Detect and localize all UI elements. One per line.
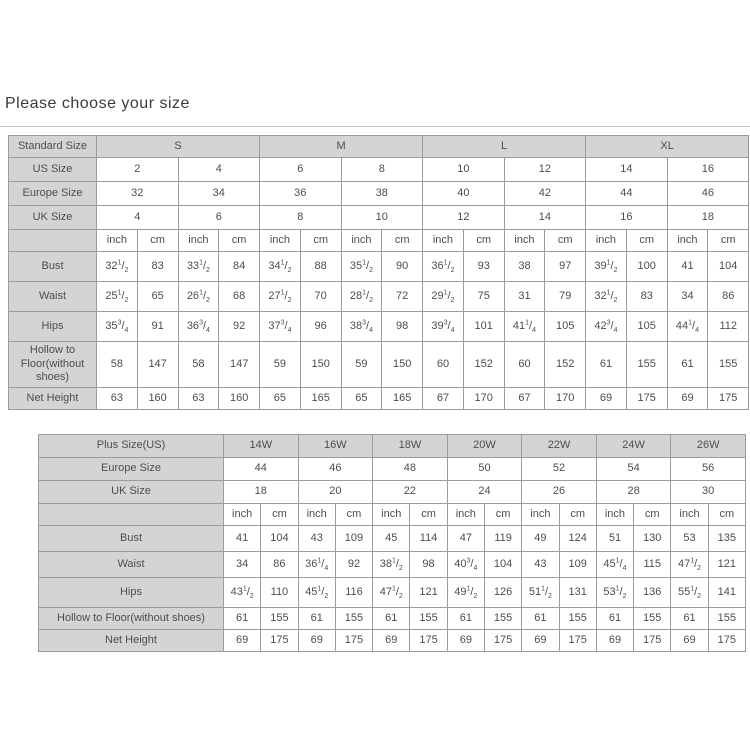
unit-inch-cell: inch: [586, 230, 627, 252]
measurement-value-cell: 47: [447, 526, 484, 552]
conversion-value-cell: 4: [178, 158, 260, 182]
measurement-value-cell: 175: [708, 630, 745, 652]
measurement-value-cell: 58: [178, 342, 219, 388]
conversion-value-cell: 12: [423, 206, 505, 230]
measurement-value-cell: 61: [522, 608, 559, 630]
fraction-value-cell: $42^3/_4$: [586, 312, 627, 342]
measurement-value-cell: 98: [410, 552, 447, 578]
unit-cm-cell: cm: [137, 230, 178, 252]
measurement-value-cell: 97: [545, 252, 586, 282]
row-label-cell: Net Height: [9, 388, 97, 410]
measurement-value-cell: 110: [261, 578, 298, 608]
fraction-value-cell: $28^1/_2$: [341, 282, 382, 312]
conversion-value-cell: 20: [298, 481, 373, 504]
measurement-value-cell: 155: [708, 608, 745, 630]
conversion-value-cell: 6: [178, 206, 260, 230]
unit-cm-cell: cm: [708, 504, 745, 526]
unit-inch-cell: inch: [224, 504, 261, 526]
conversion-value-cell: 36: [260, 182, 342, 206]
conversion-value-cell: 54: [596, 458, 671, 481]
fraction-value-cell: $40^3/_4$: [447, 552, 484, 578]
measurement-value-cell: 65: [260, 388, 301, 410]
unit-inch-cell: inch: [667, 230, 708, 252]
measurement-row: [39, 552, 746, 578]
measurement-value-cell: 63: [97, 388, 138, 410]
fraction-value-cell: $39^1/_2$: [586, 252, 627, 282]
measurement-value-cell: 155: [261, 608, 298, 630]
measurement-value-cell: 61: [667, 342, 708, 388]
measurement-value-cell: 147: [137, 342, 178, 388]
measurement-row: [39, 630, 746, 652]
measurement-value-cell: 58: [97, 342, 138, 388]
unit-inch-cell: inch: [97, 230, 138, 252]
measurement-row: [9, 312, 749, 342]
measurement-value-cell: 175: [626, 388, 667, 410]
conversion-value-cell: 40: [423, 182, 505, 206]
measurement-value-cell: 63: [178, 388, 219, 410]
conversion-value-cell: 8: [260, 206, 342, 230]
conversion-value-cell: 30: [671, 481, 746, 504]
measurement-value-cell: 165: [300, 388, 341, 410]
unit-cm-cell: cm: [335, 504, 372, 526]
measurement-value-cell: 155: [410, 608, 447, 630]
conversion-row: [39, 458, 746, 481]
fraction-value-cell: $36^1/_2$: [423, 252, 464, 282]
measurement-value-cell: 65: [341, 388, 382, 410]
measurement-value-cell: 69: [586, 388, 627, 410]
row-label-cell: Plus Size(US): [39, 435, 224, 458]
fraction-value-cell: $32^1/_2$: [586, 282, 627, 312]
measurement-value-cell: 61: [224, 608, 261, 630]
measurement-value-cell: 53: [671, 526, 708, 552]
fraction-value-cell: $34^1/_2$: [260, 252, 301, 282]
measurement-value-cell: 61: [586, 342, 627, 388]
measurement-value-cell: 83: [137, 252, 178, 282]
size-group-cell: 24W: [596, 435, 671, 458]
conversion-value-cell: 34: [178, 182, 260, 206]
measurement-value-cell: 115: [634, 552, 671, 578]
conversion-value-cell: 18: [667, 206, 749, 230]
size-group-cell: S: [97, 136, 260, 158]
measurement-value-cell: 69: [522, 630, 559, 652]
measurement-value-cell: 61: [671, 608, 708, 630]
measurement-value-cell: 101: [463, 312, 504, 342]
fraction-value-cell: $36^3/_4$: [178, 312, 219, 342]
measurement-value-cell: 124: [559, 526, 596, 552]
measurement-value-cell: 88: [300, 252, 341, 282]
measurement-value-cell: 155: [484, 608, 521, 630]
conversion-row: [9, 158, 749, 182]
measurement-value-cell: 70: [300, 282, 341, 312]
row-label-cell: Hollow to Floor(without shoes): [9, 342, 97, 388]
measurement-value-cell: 49: [522, 526, 559, 552]
measurement-value-cell: 165: [382, 388, 423, 410]
fraction-value-cell: $44^1/_4$: [667, 312, 708, 342]
conversion-value-cell: 16: [667, 158, 749, 182]
size-group-cell: 14W: [224, 435, 299, 458]
measurement-value-cell: 116: [335, 578, 372, 608]
fraction-value-cell: $49^1/_2$: [447, 578, 484, 608]
measurement-value-cell: 51: [596, 526, 633, 552]
conversion-row: [9, 206, 749, 230]
measurement-value-cell: 155: [634, 608, 671, 630]
fraction-value-cell: $38^1/_2$: [373, 552, 410, 578]
fraction-value-cell: $53^1/_2$: [596, 578, 633, 608]
size-group-cell: 22W: [522, 435, 597, 458]
measurement-value-cell: 155: [335, 608, 372, 630]
unit-cm-cell: cm: [219, 230, 260, 252]
size-group-cell: L: [423, 136, 586, 158]
size-group-cell: 16W: [298, 435, 373, 458]
measurement-value-cell: 121: [410, 578, 447, 608]
measurement-value-cell: 175: [410, 630, 447, 652]
row-label-cell: Standard Size: [9, 136, 97, 158]
measurement-value-cell: 160: [137, 388, 178, 410]
measurement-value-cell: 69: [447, 630, 484, 652]
row-label-cell: Hips: [39, 578, 224, 608]
measurement-value-cell: 109: [559, 552, 596, 578]
row-label-cell: Net Height: [39, 630, 224, 652]
row-label-cell: Hips: [9, 312, 97, 342]
size-group-cell: M: [260, 136, 423, 158]
measurement-row: [39, 578, 746, 608]
measurement-value-cell: 175: [708, 388, 749, 410]
measurement-value-cell: 67: [504, 388, 545, 410]
title-divider: [0, 126, 750, 127]
plus-size-table: [38, 434, 746, 652]
conversion-value-cell: 28: [596, 481, 671, 504]
conversion-value-cell: 50: [447, 458, 522, 481]
measurement-value-cell: 160: [219, 388, 260, 410]
fraction-value-cell: $32^1/_2$: [97, 252, 138, 282]
measurement-value-cell: 155: [626, 342, 667, 388]
conversion-value-cell: 18: [224, 481, 299, 504]
measurement-value-cell: 104: [708, 252, 749, 282]
conversion-value-cell: 42: [504, 182, 586, 206]
measurement-value-cell: 150: [382, 342, 423, 388]
measurement-value-cell: 130: [634, 526, 671, 552]
row-label-cell: US Size: [9, 158, 97, 182]
size-group-row: [9, 136, 749, 158]
measurement-value-cell: 86: [708, 282, 749, 312]
conversion-value-cell: 2: [97, 158, 179, 182]
measurement-value-cell: 96: [300, 312, 341, 342]
measurement-value-cell: 175: [559, 630, 596, 652]
measurement-value-cell: 65: [137, 282, 178, 312]
row-label-cell: Europe Size: [39, 458, 224, 481]
unit-cm-cell: cm: [261, 504, 298, 526]
measurement-value-cell: 121: [708, 552, 745, 578]
conversion-row: [39, 481, 746, 504]
measurement-value-cell: 136: [634, 578, 671, 608]
unit-cm-cell: cm: [626, 230, 667, 252]
measurement-value-cell: 112: [708, 312, 749, 342]
conversion-value-cell: 52: [522, 458, 597, 481]
fraction-value-cell: $45^1/_2$: [298, 578, 335, 608]
measurement-value-cell: 175: [484, 630, 521, 652]
measurement-value-cell: 69: [671, 630, 708, 652]
fraction-value-cell: $27^1/_2$: [260, 282, 301, 312]
row-label-cell: Hollow to Floor(without shoes): [39, 608, 224, 630]
fraction-value-cell: $47^1/_2$: [671, 552, 708, 578]
fraction-value-cell: $51^1/_2$: [522, 578, 559, 608]
measurement-value-cell: 67: [423, 388, 464, 410]
row-label-cell: Europe Size: [9, 182, 97, 206]
measurement-value-cell: 69: [373, 630, 410, 652]
measurement-value-cell: 175: [634, 630, 671, 652]
row-label-cell: Waist: [39, 552, 224, 578]
measurement-value-cell: 100: [626, 252, 667, 282]
measurement-value-cell: 175: [261, 630, 298, 652]
conversion-value-cell: 24: [447, 481, 522, 504]
measurement-value-cell: 135: [708, 526, 745, 552]
unit-inch-cell: inch: [423, 230, 464, 252]
conversion-value-cell: 6: [260, 158, 342, 182]
measurement-value-cell: 68: [219, 282, 260, 312]
conversion-value-cell: 10: [423, 158, 505, 182]
fraction-value-cell: $36^1/_4$: [298, 552, 335, 578]
unit-row: [9, 230, 749, 252]
measurement-value-cell: 86: [261, 552, 298, 578]
conversion-value-cell: 12: [504, 158, 586, 182]
size-group-cell: 20W: [447, 435, 522, 458]
conversion-value-cell: 46: [667, 182, 749, 206]
measurement-value-cell: 60: [423, 342, 464, 388]
row-label-cell: UK Size: [9, 206, 97, 230]
size-group-cell: 18W: [373, 435, 448, 458]
measurement-value-cell: 104: [484, 552, 521, 578]
measurement-value-cell: 98: [382, 312, 423, 342]
measurement-value-cell: 34: [224, 552, 261, 578]
measurement-value-cell: 61: [447, 608, 484, 630]
unit-cm-cell: cm: [300, 230, 341, 252]
measurement-value-cell: 75: [463, 282, 504, 312]
size-group-cell: XL: [586, 136, 749, 158]
unit-inch-cell: inch: [341, 230, 382, 252]
measurement-value-cell: 61: [373, 608, 410, 630]
measurement-value-cell: 147: [219, 342, 260, 388]
measurement-value-cell: 38: [504, 252, 545, 282]
measurement-row: [9, 342, 749, 388]
measurement-value-cell: 83: [626, 282, 667, 312]
conversion-value-cell: 14: [504, 206, 586, 230]
unit-inch-cell: inch: [260, 230, 301, 252]
unit-cm-cell: cm: [410, 504, 447, 526]
measurement-value-cell: 90: [382, 252, 423, 282]
standard-size-table: [8, 135, 749, 410]
unit-inch-cell: inch: [298, 504, 335, 526]
measurement-value-cell: 109: [335, 526, 372, 552]
unit-inch-cell: inch: [522, 504, 559, 526]
measurement-value-cell: 72: [382, 282, 423, 312]
conversion-value-cell: 46: [298, 458, 373, 481]
measurement-value-cell: 170: [545, 388, 586, 410]
measurement-value-cell: 69: [667, 388, 708, 410]
unit-inch-cell: inch: [671, 504, 708, 526]
measurement-value-cell: 119: [484, 526, 521, 552]
measurement-value-cell: 104: [261, 526, 298, 552]
unit-inch-cell: inch: [178, 230, 219, 252]
measurement-row: [39, 608, 746, 630]
fraction-value-cell: $39^3/_4$: [423, 312, 464, 342]
measurement-value-cell: 69: [224, 630, 261, 652]
conversion-row: [9, 182, 749, 206]
unit-cm-cell: cm: [382, 230, 423, 252]
measurement-value-cell: 150: [300, 342, 341, 388]
fraction-value-cell: $38^3/_4$: [341, 312, 382, 342]
measurement-value-cell: 43: [522, 552, 559, 578]
page-title: Please choose your size: [5, 95, 190, 112]
measurement-row: [9, 282, 749, 312]
unit-inch-cell: inch: [596, 504, 633, 526]
conversion-value-cell: 16: [586, 206, 668, 230]
measurement-value-cell: 114: [410, 526, 447, 552]
measurement-value-cell: 105: [545, 312, 586, 342]
measurement-value-cell: 31: [504, 282, 545, 312]
measurement-value-cell: 61: [298, 608, 335, 630]
measurement-value-cell: 152: [545, 342, 586, 388]
measurement-value-cell: 69: [298, 630, 335, 652]
measurement-value-cell: 41: [224, 526, 261, 552]
conversion-value-cell: 56: [671, 458, 746, 481]
measurement-value-cell: 92: [335, 552, 372, 578]
conversion-value-cell: 14: [586, 158, 668, 182]
measurement-value-cell: 91: [137, 312, 178, 342]
size-group-row: [39, 435, 746, 458]
conversion-value-cell: 22: [373, 481, 448, 504]
conversion-value-cell: 8: [341, 158, 423, 182]
fraction-value-cell: $33^1/_2$: [178, 252, 219, 282]
fraction-value-cell: $37^3/_4$: [260, 312, 301, 342]
row-label-cell: Waist: [9, 282, 97, 312]
fraction-value-cell: $41^1/_4$: [504, 312, 545, 342]
conversion-value-cell: 44: [586, 182, 668, 206]
measurement-value-cell: 61: [596, 608, 633, 630]
unit-cm-cell: cm: [484, 504, 521, 526]
conversion-value-cell: 10: [341, 206, 423, 230]
measurement-value-cell: 131: [559, 578, 596, 608]
fraction-value-cell: $35^1/_2$: [341, 252, 382, 282]
measurement-value-cell: 59: [341, 342, 382, 388]
measurement-value-cell: 170: [463, 388, 504, 410]
unit-cm-cell: cm: [545, 230, 586, 252]
measurement-value-cell: 60: [504, 342, 545, 388]
row-label-cell: [9, 230, 97, 252]
conversion-value-cell: 4: [97, 206, 179, 230]
measurement-value-cell: 84: [219, 252, 260, 282]
unit-row: [39, 504, 746, 526]
measurement-value-cell: 175: [335, 630, 372, 652]
fraction-value-cell: $25^1/_2$: [97, 282, 138, 312]
conversion-value-cell: 26: [522, 481, 597, 504]
unit-inch-cell: inch: [504, 230, 545, 252]
row-label-cell: UK Size: [39, 481, 224, 504]
fraction-value-cell: $35^3/_4$: [97, 312, 138, 342]
conversion-value-cell: 38: [341, 182, 423, 206]
measurement-value-cell: 152: [463, 342, 504, 388]
unit-cm-cell: cm: [559, 504, 596, 526]
measurement-value-cell: 34: [667, 282, 708, 312]
measurement-value-cell: 105: [626, 312, 667, 342]
measurement-value-cell: 93: [463, 252, 504, 282]
unit-cm-cell: cm: [463, 230, 504, 252]
unit-cm-cell: cm: [708, 230, 749, 252]
measurement-value-cell: 155: [559, 608, 596, 630]
unit-inch-cell: inch: [373, 504, 410, 526]
measurement-value-cell: 41: [667, 252, 708, 282]
measurement-value-cell: 79: [545, 282, 586, 312]
measurement-value-cell: 126: [484, 578, 521, 608]
measurement-row: [9, 388, 749, 410]
row-label-cell: Bust: [9, 252, 97, 282]
row-label-cell: Bust: [39, 526, 224, 552]
measurement-value-cell: 59: [260, 342, 301, 388]
measurement-value-cell: 141: [708, 578, 745, 608]
measurement-value-cell: 45: [373, 526, 410, 552]
conversion-value-cell: 48: [373, 458, 448, 481]
unit-inch-cell: inch: [447, 504, 484, 526]
conversion-value-cell: 44: [224, 458, 299, 481]
measurement-row: [9, 252, 749, 282]
measurement-row: [39, 526, 746, 552]
fraction-value-cell: $55^1/_2$: [671, 578, 708, 608]
measurement-value-cell: 69: [596, 630, 633, 652]
row-label-cell: [39, 504, 224, 526]
fraction-value-cell: $45^1/_4$: [596, 552, 633, 578]
fraction-value-cell: $43^1/_2$: [224, 578, 261, 608]
measurement-value-cell: 92: [219, 312, 260, 342]
measurement-value-cell: 155: [708, 342, 749, 388]
fraction-value-cell: $26^1/_2$: [178, 282, 219, 312]
unit-cm-cell: cm: [634, 504, 671, 526]
fraction-value-cell: $29^1/_2$: [423, 282, 464, 312]
measurement-value-cell: 43: [298, 526, 335, 552]
fraction-value-cell: $47^1/_2$: [373, 578, 410, 608]
conversion-value-cell: 32: [97, 182, 179, 206]
size-group-cell: 26W: [671, 435, 746, 458]
